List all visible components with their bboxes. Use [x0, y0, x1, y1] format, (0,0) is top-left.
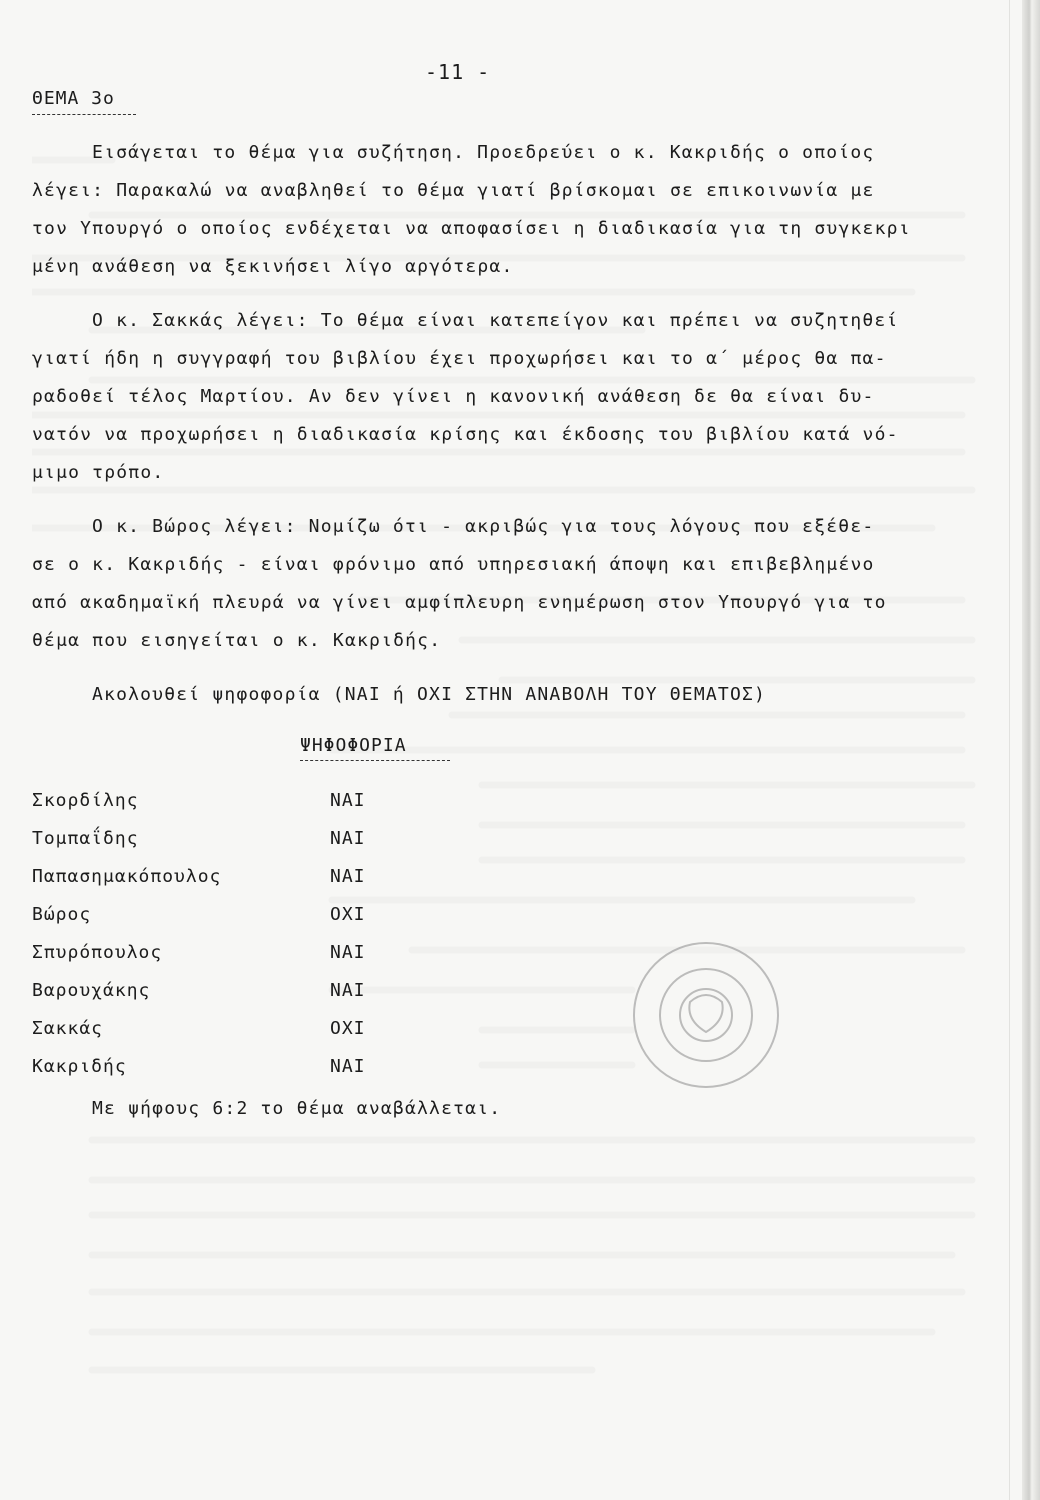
vote-row: [32, 820, 410, 858]
voter-name: Τομπαΐδης: [32, 828, 139, 849]
vote-value: ΝΑΙ: [330, 1056, 366, 1077]
vote-heading: ΨΗΦΟΦΟΡΙΑ: [300, 735, 407, 756]
vote-value: ΟΧΙ: [330, 1018, 366, 1039]
vote-heading-underline: [300, 760, 450, 761]
voter-name: Παπασημακόπουλος: [32, 866, 222, 887]
text-line: μένη ανάθεση να ξεκινήσει λίγο αργότερα.: [32, 256, 514, 277]
text-line: θέμα που εισηγείται ο κ. Κακριδής.: [32, 630, 442, 651]
voter-name: Σακκάς: [32, 1018, 104, 1039]
page-number: -11 -: [425, 60, 491, 84]
text-line: Ακολουθεί ψηφοφορία (ΝΑΙ ή ΟΧΙ ΣΤΗΝ ΑΝΑΒΟΛΗ ΤΟΥ ΘΕΜΑΤΟΣ): [92, 684, 767, 705]
voter-name: Σκορδίλης: [32, 790, 139, 811]
paragraph-1: [32, 134, 992, 286]
text-line: μιμο τρόπο.: [32, 462, 165, 483]
vote-value: ΝΑΙ: [330, 942, 366, 963]
vote-row: [32, 972, 410, 1010]
voter-name: Σπυρόπουλος: [32, 942, 163, 963]
text-line: λέγει: Παρακαλώ να αναβληθεί το θέμα γιατί βρίσκομαι σε επικοινωνία με: [32, 180, 875, 201]
vote-value: ΝΑΙ: [330, 790, 366, 811]
voter-name: Βώρος: [32, 904, 92, 925]
vote-result: Με ψήφους 6:2 το θέμα αναβάλλεται.: [92, 1098, 502, 1119]
official-seal-stamp: [628, 940, 988, 1090]
page-edge-line: [1009, 0, 1010, 1500]
vote-row: [32, 782, 410, 820]
text-line: Ο κ. Σακκάς λέγει: Το θέμα είναι κατεπείγον και πρέπει να συζητηθεί: [92, 310, 899, 331]
text-line: Ο κ. Βώρος λέγει: Νομίζω ότι - ακριβώς για τους λόγους που εξέθε-: [92, 516, 875, 537]
vote-row: [32, 1010, 410, 1048]
vote-value: ΟΧΙ: [330, 904, 366, 925]
vote-value: ΝΑΙ: [330, 980, 366, 1001]
page-edge-shadow: [1022, 0, 1040, 1500]
text-line: νατόν να προχωρήσει η διαδικασία κρίσης και έκδοσης του βιβλίου κατά νό-: [32, 424, 899, 445]
section-heading: ΘΕΜΑ 3ο: [32, 88, 115, 109]
text-line: Εισάγεται το θέμα για συζήτηση. Προεδρεύει ο κ. Κακριδής ο οποίος: [92, 142, 875, 163]
paragraph-2: [32, 302, 992, 492]
vote-row: [32, 896, 410, 934]
heading-underline: [32, 114, 136, 115]
text-line: γιατί ήδη η συγγραφή του βιβλίου έχει προχωρήσει και το α΄ μέρος θα πα-: [32, 348, 887, 369]
text-line: σε ο κ. Κακριδής - είναι φρόνιμο από υπηρεσιακή άποψη και επιβεβλημένο: [32, 554, 875, 575]
voter-name: Κακριδής: [32, 1056, 127, 1077]
vote-value: ΝΑΙ: [330, 828, 366, 849]
vote-list: [32, 782, 410, 1086]
paragraph-3: [32, 508, 992, 660]
vote-value: ΝΑΙ: [330, 866, 366, 887]
vote-row: [32, 858, 410, 896]
vote-row: [32, 1048, 410, 1086]
vote-row: [32, 934, 410, 972]
text-line: από ακαδημαϊκή πλευρά να γίνει αμφίπλευρη ενημέρωση στον Υπουργό για το: [32, 592, 887, 613]
text-line: ραδοθεί τέλος Μαρτίου. Αν δεν γίνει η κανονική ανάθεση δε θα είναι δυ-: [32, 386, 875, 407]
paragraph-4: [32, 676, 992, 714]
text-line: τον Υπουργό ο οποίος ενδέχεται να αποφασίσει η διαδικασία για τη συγκεκρι: [32, 218, 911, 239]
voter-name: Βαρουχάκης: [32, 980, 151, 1001]
